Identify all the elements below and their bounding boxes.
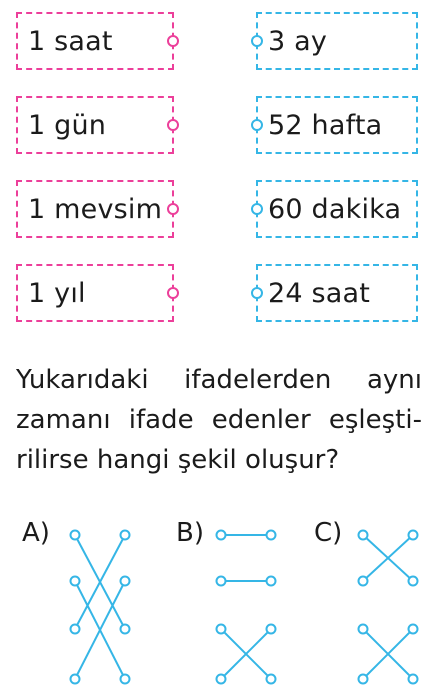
endpoint-circle-icon [359,625,368,634]
option-c-diagram[interactable] [358,530,418,690]
question-word: zamanı [16,405,111,435]
endpoint-circle-icon [121,577,130,586]
right-item-2[interactable] [256,96,418,154]
endpoint-circle-icon [121,675,130,684]
question-word: Yukarıdaki [16,365,149,395]
connector-dot-icon [167,35,179,47]
question-word: edenler [211,405,311,435]
question-word: ifadelerden [184,365,332,395]
endpoint-circle-icon [359,577,368,586]
endpoint-circle-icon [121,625,130,634]
endpoint-circle-icon [71,625,80,634]
connector-dot-icon [251,287,263,299]
endpoint-circle-icon [267,675,276,684]
right-item-label: 60 dakika [268,193,402,225]
endpoint-circle-icon [409,625,418,634]
endpoint-circle-icon [409,531,418,540]
connector-dot-icon [251,203,263,215]
question-line: rilirse hangi şekil oluşur? [16,445,340,475]
right-item-label: 52 hafta [268,109,383,141]
left-item-2[interactable] [16,96,174,154]
question-word: eşleşti- [328,405,422,435]
option-a-diagram[interactable] [70,530,130,690]
left-item-label: 1 yıl [28,277,86,309]
question-word: aynı [366,365,422,395]
connector-dot-icon [167,119,179,131]
endpoint-circle-icon [267,531,276,540]
endpoint-circle-icon [217,675,226,684]
endpoint-circle-icon [267,577,276,586]
right-item-label: 24 saat [268,277,371,309]
endpoint-circle-icon [409,577,418,586]
endpoint-circle-icon [217,577,226,586]
connector-dot-icon [251,119,263,131]
endpoint-circle-icon [409,675,418,684]
endpoint-circle-icon [217,625,226,634]
left-item-3[interactable] [16,180,174,238]
connector-dot-icon [167,287,179,299]
right-item-4[interactable] [256,264,418,322]
option-b-label[interactable]: B) [176,518,204,548]
right-item-3[interactable] [256,180,418,238]
question-text [16,360,422,480]
endpoint-circle-icon [121,531,130,540]
endpoint-circle-icon [359,675,368,684]
left-item-label: 1 mevsim [28,193,163,225]
question-word: ifade [128,405,194,435]
option-a-label[interactable]: A) [22,518,50,548]
left-item-label: 1 saat [28,25,113,57]
connector-dot-icon [251,35,263,47]
connector-dot-icon [167,203,179,215]
right-item-label: 3 ay [268,25,328,57]
endpoint-circle-icon [217,531,226,540]
endpoint-circle-icon [267,625,276,634]
option-b-diagram[interactable] [216,530,276,690]
left-item-4[interactable] [16,264,174,322]
option-c-label[interactable]: C) [314,518,343,548]
right-item-1[interactable] [256,12,418,70]
left-item-label: 1 gün [28,109,107,141]
endpoint-circle-icon [71,675,80,684]
endpoint-circle-icon [71,577,80,586]
endpoint-circle-icon [71,531,80,540]
left-item-1[interactable] [16,12,174,70]
endpoint-circle-icon [359,531,368,540]
